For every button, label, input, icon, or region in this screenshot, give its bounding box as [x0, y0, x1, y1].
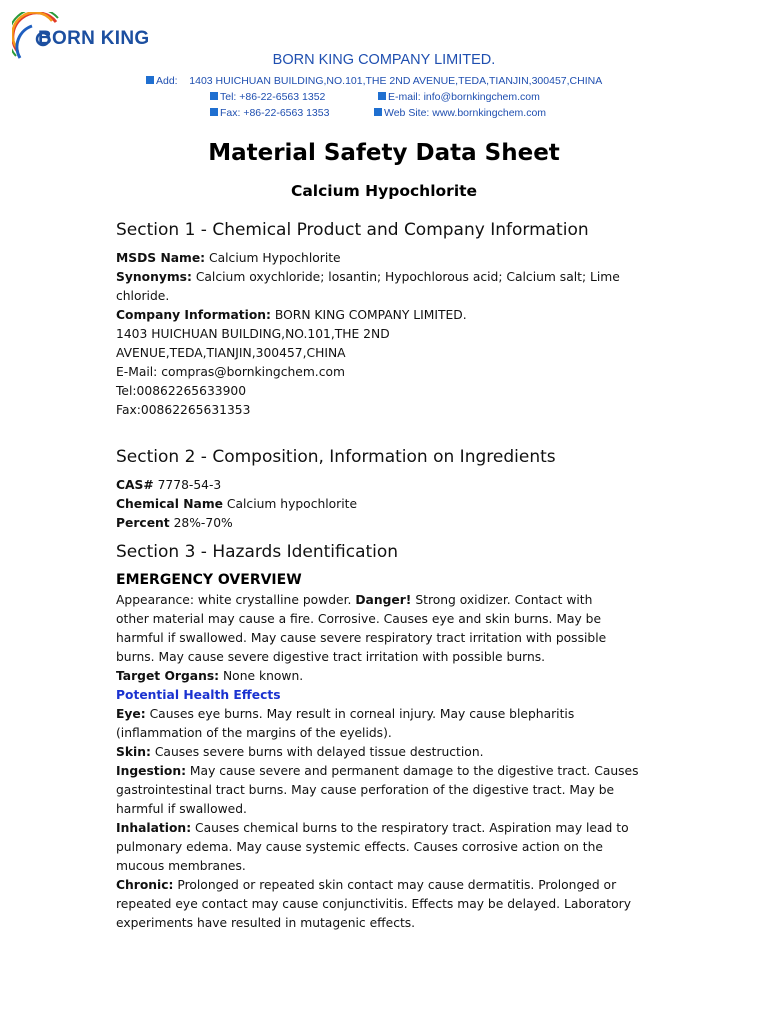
percent-line: Percent 28%-70%: [116, 516, 233, 530]
skin-line: Skin: Causes severe burns with delayed tissue destruction.: [116, 745, 484, 759]
target-organs-line: Target Organs: None known.: [116, 669, 304, 683]
company-fax: Fax:00862265631353: [116, 403, 251, 417]
synonyms-line: Synonyms: Calcium oxychloride; losantin; Hypochlorous acid; Calcium salt; Lime: [116, 270, 620, 284]
tel-line: [210, 91, 325, 103]
overview-line-3: harmful if swallowed. May cause severe respiratory tract irritation with possible: [116, 631, 607, 645]
chronic-line-3: experiments have resulted in mutagenic effects.: [116, 916, 416, 930]
fax-line: [210, 107, 329, 119]
bullet-square-icon: [374, 108, 382, 116]
document-title: Material Safety Data Sheet: [208, 140, 560, 166]
website-value[interactable]: Web Site: www.bornkingchem.com: [384, 107, 547, 119]
section-2-body: [116, 476, 661, 533]
potential-health-effects-heading: Potential Health Effects: [116, 688, 281, 702]
eye-line-2: (inflammation of the margins of the eyelids).: [116, 726, 392, 740]
section-1-heading: Section 1 - Chemical Product and Company Information: [116, 220, 589, 240]
ingestion-line: Ingestion: May cause severe and permanent damage to the digestive tract. Causes: [116, 764, 639, 778]
synonyms-line-2: chloride.: [116, 289, 170, 303]
ingestion-line-3: harmful if swallowed.: [116, 802, 247, 816]
section-3-body: [116, 591, 661, 933]
company-name: BORN KING COMPANY LIMITED.: [272, 52, 496, 68]
ingestion-line-2: gastrointestinal tract burns. May cause perforation of the digestive tract. May be: [116, 783, 615, 797]
chemical-name-line: Chemical Name Calcium hypochlorite: [116, 497, 358, 511]
company-tel: Tel:00862265633900: [116, 384, 247, 398]
section-1-body: [116, 249, 661, 420]
inhalation-line-2: pulmonary edema. May cause systemic effects. Causes corrosive action on the: [116, 840, 603, 854]
bullet-square-icon: [210, 92, 218, 100]
chronic-line-2: repeated eye contact may cause conjunctivitis. Effects may be delayed. Laboratory: [116, 897, 631, 911]
bullet-square-icon: [378, 92, 386, 100]
section-3-heading: Section 3 - Hazards Identification: [116, 542, 399, 562]
address-line: [146, 75, 602, 87]
logo-text: BORN KING: [38, 28, 150, 49]
eye-line: Eye: Causes eye burns. May result in corneal injury. May cause blepharitis: [116, 707, 575, 721]
address-line-2: AVENUE,TEDA,TIANJIN,300457,CHINA: [116, 346, 346, 360]
fax-value: Fax: +86-22-6563 1353: [220, 107, 330, 119]
document-subtitle: Calcium Hypochlorite: [290, 182, 478, 200]
appearance-line: Appearance: white crystalline powder. Danger! Strong oxidizer. Contact with: [116, 593, 593, 607]
email-value[interactable]: E-mail: info@bornkingchem.com: [388, 91, 540, 103]
tel-value: Tel: +86-22-6563 1352: [220, 91, 326, 103]
address-label: Add:: [156, 75, 178, 87]
company-info-line: Company Information: BORN KING COMPANY LIMITED.: [116, 308, 467, 322]
overview-line-4: burns. May cause severe digestive tract irritation with possible burns.: [116, 650, 546, 664]
chronic-line: Chronic: Prolonged or repeated skin contact may cause dermatitis. Prolonged or: [116, 878, 617, 892]
company-email[interactable]: E-Mail: compras@bornkingchem.com: [116, 365, 345, 379]
section-2-heading: Section 2 - Composition, Information on Ingredients: [116, 447, 556, 467]
cas-line: CAS# 7778-54-3: [116, 478, 222, 492]
msds-name-line: MSDS Name: Calcium Hypochlorite: [116, 251, 341, 265]
address-value: 1403 HUICHUAN BUILDING,NO.101,THE 2ND AVENUE,TEDA,TIANJIN,300457,CHINA: [189, 75, 603, 87]
address-line-1: 1403 HUICHUAN BUILDING,NO.101,THE 2ND: [116, 327, 390, 341]
email-line[interactable]: [378, 91, 540, 103]
bullet-square-icon: [210, 108, 218, 116]
inhalation-line: Inhalation: Causes chemical burns to the respiratory tract. Aspiration may lead to: [116, 821, 629, 835]
inhalation-line-3: mucous membranes.: [116, 859, 246, 873]
emergency-overview-heading: EMERGENCY OVERVIEW: [116, 572, 302, 588]
bullet-square-icon: [146, 76, 154, 84]
web-line[interactable]: [374, 107, 546, 119]
overview-line-2: other material may cause a fire. Corrosive. Causes eye and skin burns. May be: [116, 612, 602, 626]
